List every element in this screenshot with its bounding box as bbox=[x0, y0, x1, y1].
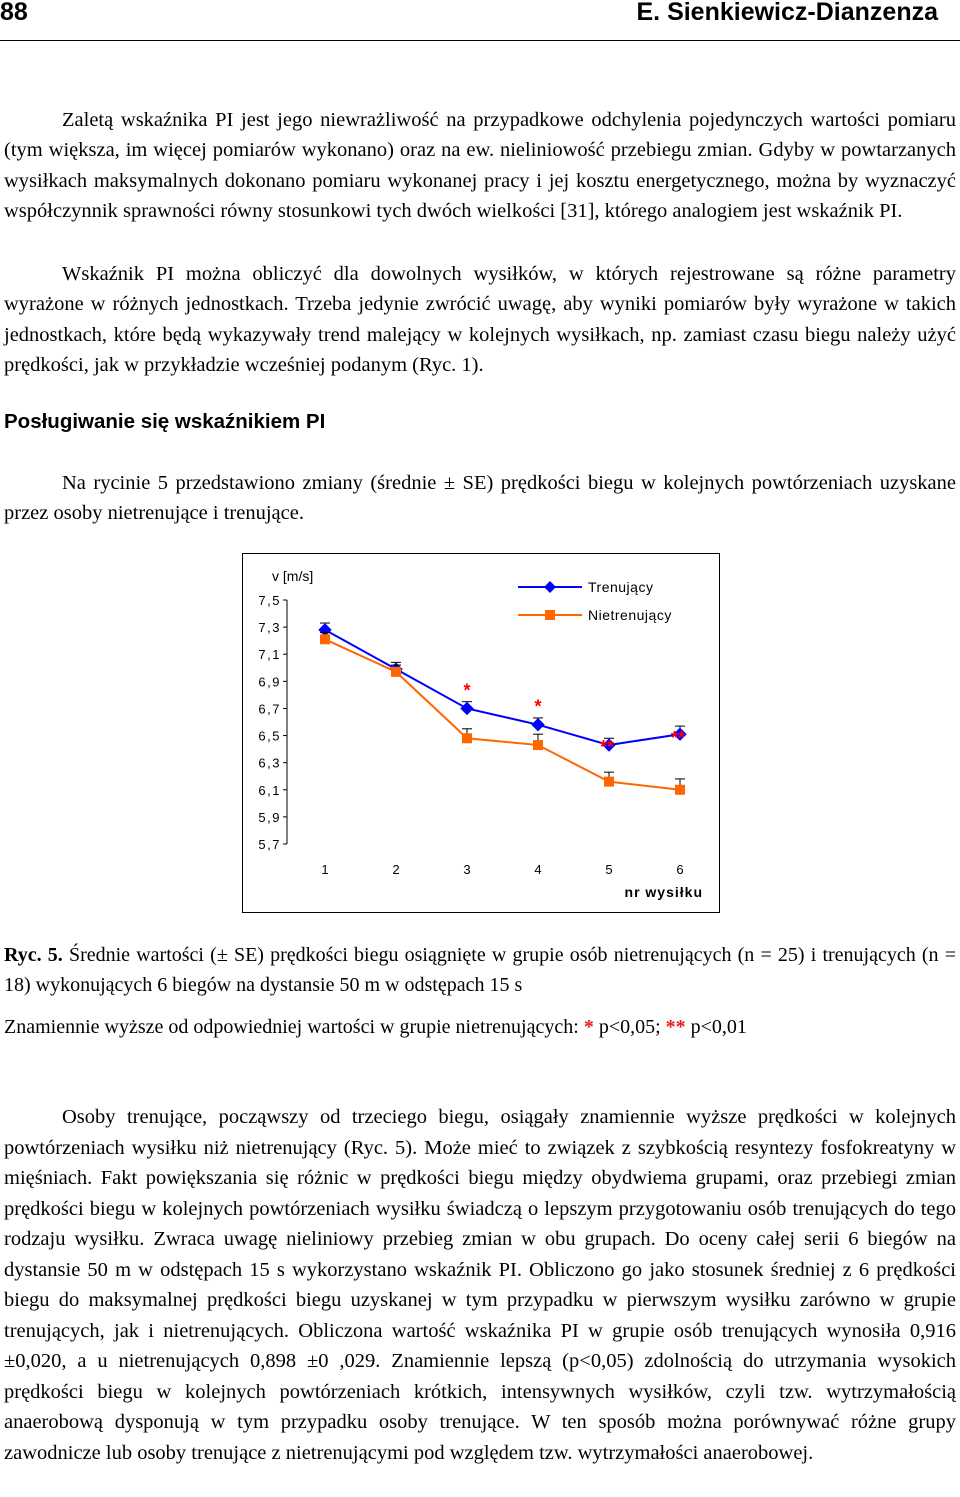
legend-marker-nietrenujacy bbox=[545, 610, 555, 620]
legend-label-nietrenujacy: Nietrenujący bbox=[588, 607, 672, 623]
y-tick-label: 6,7 bbox=[258, 701, 281, 717]
y-tick-label: 7,1 bbox=[258, 647, 281, 663]
paragraph-3 bbox=[4, 468, 956, 529]
data-point-diamond bbox=[461, 702, 473, 714]
data-point-square bbox=[604, 777, 614, 787]
legend-marker-trenujacy bbox=[544, 581, 556, 593]
section-heading: Posługiwanie się wskaźnikiem PI bbox=[4, 410, 326, 433]
paragraph-4 bbox=[4, 1102, 956, 1468]
x-tick-label: 5 bbox=[605, 862, 613, 877]
caption-label: Ryc. 5. bbox=[4, 944, 63, 966]
significance-marker: * bbox=[463, 680, 471, 701]
y-tick-label: 6,9 bbox=[258, 674, 281, 690]
paragraph-1-text: Zaletą wskaźnika PI jest jego niewrażliwość na przypadkowe odchylenia pojedynczych wartości pomiaru (tym większa, im więcej pomiarów wykonano) oraz na ew. nieliniowość przebiegu zmian. Gdyby w powtarzanych wysiłkach maksymalnych dokonano pomiaru wykonanej pracy i jej kosztu energetycznego, można by wyznaczyć współczynnik sprawności równy stosunkowi tych dwóch wielkości [31], którego analogiem jest wskaźnik PI. bbox=[4, 109, 956, 222]
running-head: E. Sienkiewicz-Dianzenza bbox=[636, 0, 938, 26]
data-point-square bbox=[320, 634, 330, 644]
x-tick-label: 6 bbox=[676, 862, 684, 877]
x-tick-label: 4 bbox=[534, 862, 542, 877]
data-point-square bbox=[533, 740, 543, 750]
header-rule bbox=[0, 40, 960, 41]
paragraph-3-text: Na rycinie 5 przedstawiono zmiany (średnie ± SE) prędkości biegu w kolejnych powtórzeniach uzyskane przez osoby nietrenujące i trenujące. bbox=[4, 472, 956, 525]
double-star: ** bbox=[665, 1016, 686, 1038]
x-axis-label: nr wysiłku bbox=[624, 884, 703, 900]
x-tick-label: 1 bbox=[321, 862, 329, 877]
single-star: * bbox=[583, 1016, 594, 1038]
y-tick-label: 5,7 bbox=[258, 837, 281, 852]
paragraph-2 bbox=[4, 259, 956, 380]
series-line bbox=[325, 639, 680, 789]
y-tick-label: 6,5 bbox=[258, 728, 281, 744]
figure-caption bbox=[4, 940, 956, 1001]
significance-note bbox=[4, 1012, 956, 1042]
data-point-square bbox=[391, 667, 401, 677]
page-number: 88 bbox=[0, 0, 28, 26]
y-tick-label: 6,3 bbox=[258, 755, 281, 771]
y-axis-label: v [m/s] bbox=[272, 568, 314, 584]
paragraph-2-text: Wskaźnik PI można obliczyć dla dowolnych wysiłków, w których rejestrowane są różne parametry wyrażone w różnych jednostkach. Trzeba jedynie zwrócić uwagę, aby wyniki pomiarów były wyrażone w takich jednostkach, które będą wykazywały trend malejący w kolejnych wysiłkach, np. zamiast czasu biegu należy użyć prędkości, jak w przykładzie wcześniej podanym (Ryc. 1). bbox=[4, 263, 956, 376]
x-tick-label: 3 bbox=[463, 862, 471, 877]
significance-text: Znamiennie wyższe od odpowiedniej wartości w grupie nietrenujących: bbox=[4, 1016, 579, 1038]
p-value-1: p<0,05; bbox=[598, 1016, 661, 1038]
y-tick-label: 7,5 bbox=[258, 593, 281, 608]
y-tick-label: 7,3 bbox=[258, 620, 281, 636]
page-header bbox=[0, 0, 960, 46]
significance-marker: ** bbox=[599, 737, 615, 757]
y-tick-label: 6,1 bbox=[258, 782, 281, 798]
data-point-square bbox=[675, 785, 685, 795]
series-line bbox=[325, 630, 680, 745]
caption-text: Średnie wartości (± SE) prędkości biegu osiągnięte w grupie osób nietrenujących (n = 25) i trenujących (n = 18) wykonujących 6 biegów na dystansie 50 m w odstępach 15 s bbox=[4, 944, 957, 997]
paragraph-4-text: Osoby trenujące, począwszy od trzeciego biegu, osiągały znamiennie wyższe prędkości w kolejnych powtórzeniach wysiłku niż nietrenujący (Ryc. 5). Może mieć to związek z szybkością resyntezy fosfokreatyny w mięśniach. Fakt powiększania się różnic w prędkości biegu między obydwiema grupami, oraz przebiegi zmian prędkości biegu w kolejnych powtórzeniach wysiłku świadczą o lepszym przygotowaniu osób trenujących do tego rodzaju wysiłku. Zwraca uwagę nieliniowy przebieg zmian w obu grupach. Do oceny całej serii 6 biegów na dystansie 50 m w odstępach 15 s wykorzystano wskaźnik PI. Obliczono go jako stosunek średniej z 6 prędkości biegu do maksymalnej prędkości biegu uzyskanej w tym przypadku w pierwszym wysiłku zarówno w grupie trenujących, jak i nietrenujących. Obliczona wartość wskaźnika PI w grupie osób trenujących wynosiła 0,916 ±0,020, a u nietrenujących 0,898 ±0 ,029. Znamiennie lepszą (p<0,05) zdolnością do utrzymania wysokich prędkości biegu w kolejnych powtórzeniach krótkich, intensywnych wysiłków, czyli tzw. wytrzymałością anaerobową dysponują w tym przypadku osoby trenujące. W ten sposób można porównywać różne grupy zawodnicze lub osoby trenujące z nietrenującymi pod względem tzw. wytrzymałości anaerobowej. bbox=[4, 1106, 956, 1464]
paragraph-1 bbox=[4, 105, 956, 226]
significance-marker: * bbox=[534, 696, 542, 717]
figure-5-chart bbox=[242, 553, 720, 913]
y-tick-label: 5,9 bbox=[258, 809, 281, 825]
line-chart bbox=[243, 554, 719, 912]
legend-label-trenujacy: Trenujący bbox=[588, 579, 654, 595]
p-value-2: p<0,01 bbox=[690, 1016, 747, 1038]
x-tick-label: 2 bbox=[392, 862, 400, 877]
data-point-diamond bbox=[532, 719, 544, 731]
data-point-square bbox=[462, 733, 472, 743]
significance-marker: ** bbox=[670, 728, 686, 748]
